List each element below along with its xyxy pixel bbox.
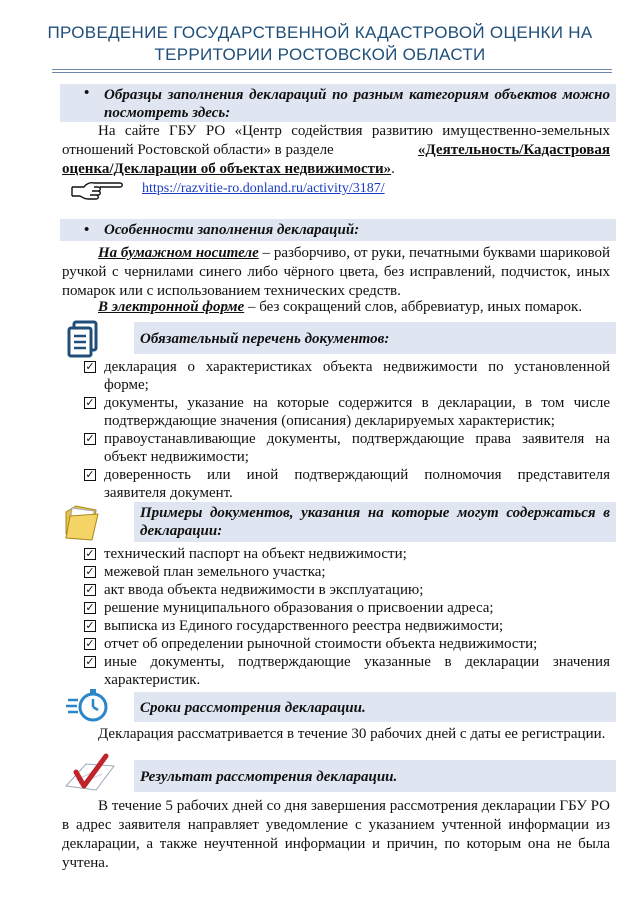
list-item [84, 358, 610, 394]
title-line-1: ПРОВЕДЕНИЕ ГОСУДАРСТВЕННОЙ КАДАСТРОВОЙ ОЦЕНКИ НА [47, 23, 593, 42]
list-item [84, 430, 610, 466]
paper-label: На бумажном носителе [98, 245, 259, 261]
electronic-line [98, 298, 610, 317]
samples-section-link-part-1[interactable]: «Деятельность/Кадастровая [417, 142, 610, 158]
required-item-text: документы, указание на которые содержится в декларации, в том числе подтверждающие значения (описания) декларируемых характеристик; [104, 395, 610, 429]
checkbox-icon: ✓ [85, 655, 95, 668]
terms-heading [134, 692, 616, 722]
paper-line-3: помарок или с использованием технических средств. [62, 283, 401, 299]
features-heading-text: Особенности заполнения деклараций: [104, 222, 360, 238]
list-item [84, 635, 610, 653]
paper-line-2: ручкой с чернилами синего либо чёрного цвета, без исправлений, подчисток, иных [62, 264, 610, 280]
list-item [84, 617, 610, 635]
checkbox-icon: ✓ [85, 432, 95, 445]
checkbox-icon: ✓ [85, 360, 95, 373]
terms-text: Декларация рассматривается в течение 30 рабочих дней с даты ее регистрации. [98, 726, 606, 742]
required-list [84, 358, 610, 502]
electronic-label: В электронной форме [98, 299, 245, 315]
list-item [84, 466, 610, 502]
example-item-text: решение муниципального образования о присвоении адреса; [104, 600, 494, 616]
terms-heading-text: Сроки рассмотрения декларации. [140, 700, 366, 716]
page-title [20, 22, 620, 66]
result-line-1: В течение 5 рабочих дней со дня завершения рассмотрения декларации ГБУ РО [98, 798, 610, 814]
samples-text-period: . [391, 161, 395, 177]
samples-section-link-part-2[interactable]: оценка/Декларации об объектах недвижимости» [62, 161, 392, 177]
features-heading [60, 219, 616, 241]
example-item-text: выписка из Единого государственного реестра недвижимости; [104, 618, 504, 634]
samples-heading-line-1: Образцы заполнения деклараций по разным категориям объектов можно [104, 87, 610, 103]
result-heading-text: Результат рассмотрения декларации. [140, 769, 398, 785]
bullet-icon: • [84, 222, 90, 238]
required-heading [134, 322, 616, 354]
checkbox-icon: ✓ [85, 547, 95, 560]
examples-heading [134, 502, 616, 542]
title-line-2: ТЕРРИТОРИИ РОСТОВСКОЙ ОБЛАСТИ [154, 45, 486, 64]
title-divider-second [52, 72, 612, 73]
example-item-text: межевой план земельного участка; [104, 564, 326, 580]
example-item-text: технический паспорт на объект недвижимости; [104, 546, 407, 562]
checkbox-icon: ✓ [85, 619, 95, 632]
electronic-text: – без сокращений слов, аббревиатур, иных помарок. [244, 299, 583, 315]
samples-heading [60, 84, 616, 122]
samples-text-line-2 [62, 141, 610, 160]
list-item [84, 563, 610, 581]
result-line-2: в адрес заявителя направляет уведомление с указанием учтенной информации из [62, 817, 610, 833]
paper-line-1 [98, 244, 610, 263]
samples-url-link[interactable]: https://razvitie-ro.donland.ru/activity/3187/ [142, 181, 385, 196]
checkbox-icon: ✓ [85, 637, 95, 650]
samples-heading-line-2: посмотреть здесь: [104, 105, 231, 121]
list-item [84, 581, 610, 599]
required-item-text: декларация о характеристиках объекта недвижимости по установленной форме; [104, 359, 610, 393]
pointing-hand-icon [70, 180, 124, 202]
stopwatch-icon [66, 686, 110, 724]
samples-text-line-1: На сайте ГБУ РО «Центр содействия развитию имущественно-земельных [98, 123, 610, 139]
checkbox-icon: ✓ [85, 583, 95, 596]
bullet-icon: • [84, 85, 90, 101]
checkmark-document-icon [62, 752, 118, 796]
examples-heading-line-1: Примеры документов, указания на которые могут содержаться в [140, 505, 610, 521]
checkbox-icon: ✓ [85, 396, 95, 409]
folder-icon [62, 500, 104, 542]
list-item [84, 599, 610, 617]
required-item-text: правоустанавливающие документы, подтверждающие права заявителя на объект недвижимости; [104, 431, 610, 465]
title-divider [52, 69, 612, 70]
documents-icon [66, 320, 102, 358]
required-item-text: доверенность или иной подтверждающий полномочия представителя заявителя документ. [104, 467, 610, 501]
list-item [84, 545, 610, 563]
checkbox-icon: ✓ [85, 468, 95, 481]
list-item [84, 394, 610, 430]
result-heading [134, 760, 616, 792]
result-line-3: декларации, а также неучтенной информации и причин, по которым она не была [62, 836, 610, 852]
checkbox-icon: ✓ [85, 601, 95, 614]
paper-text-1: – разборчиво, от руки, печатными буквами шариковой [258, 245, 610, 261]
example-item-text: акт ввода объекта недвижимости в эксплуатацию; [104, 582, 424, 598]
checkbox-icon: ✓ [85, 565, 95, 578]
examples-heading-line-2: декларации: [140, 523, 223, 539]
example-item-text: отчет об определении рыночной стоимости объекта недвижимости; [104, 636, 538, 652]
examples-list [84, 545, 610, 689]
result-line-4: учтена. [62, 855, 109, 871]
example-item-text: иные документы, подтверждающие указанные в декларации значения характеристик. [104, 654, 610, 688]
required-heading-text: Обязательный перечень документов: [140, 331, 390, 347]
samples-text-line-3 [62, 160, 610, 179]
list-item [84, 653, 610, 689]
samples-text-plain: отношений Ростовской области» в разделе [62, 142, 334, 158]
